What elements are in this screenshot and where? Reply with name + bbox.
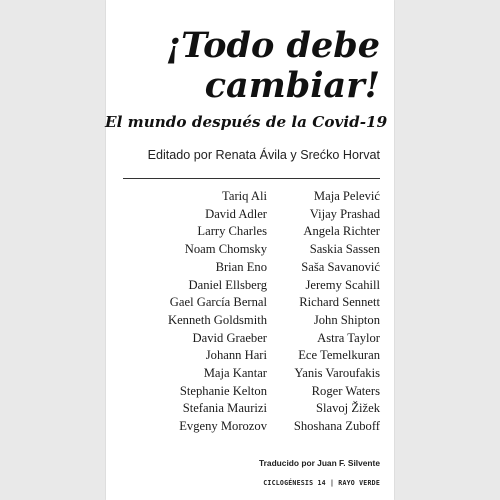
author-name: Shoshana Zuboff — [293, 419, 380, 434]
author-name: David Graeber — [192, 330, 267, 345]
author-name: Johann Hari — [205, 348, 267, 363]
author-name: Vijay Prashad — [309, 206, 380, 221]
author-name: Brian Eno — [215, 259, 267, 274]
author-name: Yanis Varoufakis — [294, 366, 380, 381]
book-cover — [106, 0, 394, 500]
author-name: Kenneth Goldsmith — [168, 312, 267, 327]
authors-list-left — [168, 188, 267, 436]
author-name: John Shipton — [313, 312, 380, 327]
author-name: Evgeny Morozov — [179, 419, 267, 434]
series-imprint: CICLOGÉNESIS 14 | RAYO VERDE — [263, 479, 380, 487]
author-name: David Adler — [205, 206, 267, 221]
author-name: Saskia Sassen — [309, 242, 380, 257]
translator-credit: Traducido por Juan F. Silvente — [259, 458, 380, 468]
author-name: Stephanie Kelton — [179, 383, 267, 398]
author-name: Richard Sennett — [299, 295, 380, 310]
author-name: Stefania Maurizi — [182, 401, 267, 416]
title-line-2: cambiar! — [204, 65, 380, 106]
author-name: Ece Temelkuran — [298, 348, 380, 363]
author-name: Astra Taylor — [317, 330, 380, 345]
author-name: Angela Richter — [303, 224, 380, 239]
authors-list-right — [281, 188, 380, 436]
author-name: Maja Kantar — [203, 366, 267, 381]
author-name: Roger Waters — [311, 383, 380, 398]
author-name: Jeremy Scahill — [305, 277, 380, 292]
editors-credit: Editado por Renata Ávila y Srećko Horvat — [147, 148, 380, 162]
book-subtitle: El mundo después de la Covid-19 — [105, 113, 388, 131]
author-name: Noam Chomsky — [184, 242, 267, 257]
author-name: Tariq Ali — [222, 189, 267, 203]
author-name: Maja Pelević — [313, 189, 380, 203]
divider-rule — [123, 178, 380, 179]
book-title — [110, 26, 380, 106]
author-name: Saša Savanović — [301, 259, 380, 274]
author-name: Slavoj Žižek — [315, 401, 380, 416]
author-name: Gael García Bernal — [169, 295, 267, 310]
author-name: Daniel Ellsberg — [188, 277, 267, 292]
author-name: Larry Charles — [197, 224, 267, 239]
title-line-1: ¡Todo debe — [165, 25, 380, 66]
